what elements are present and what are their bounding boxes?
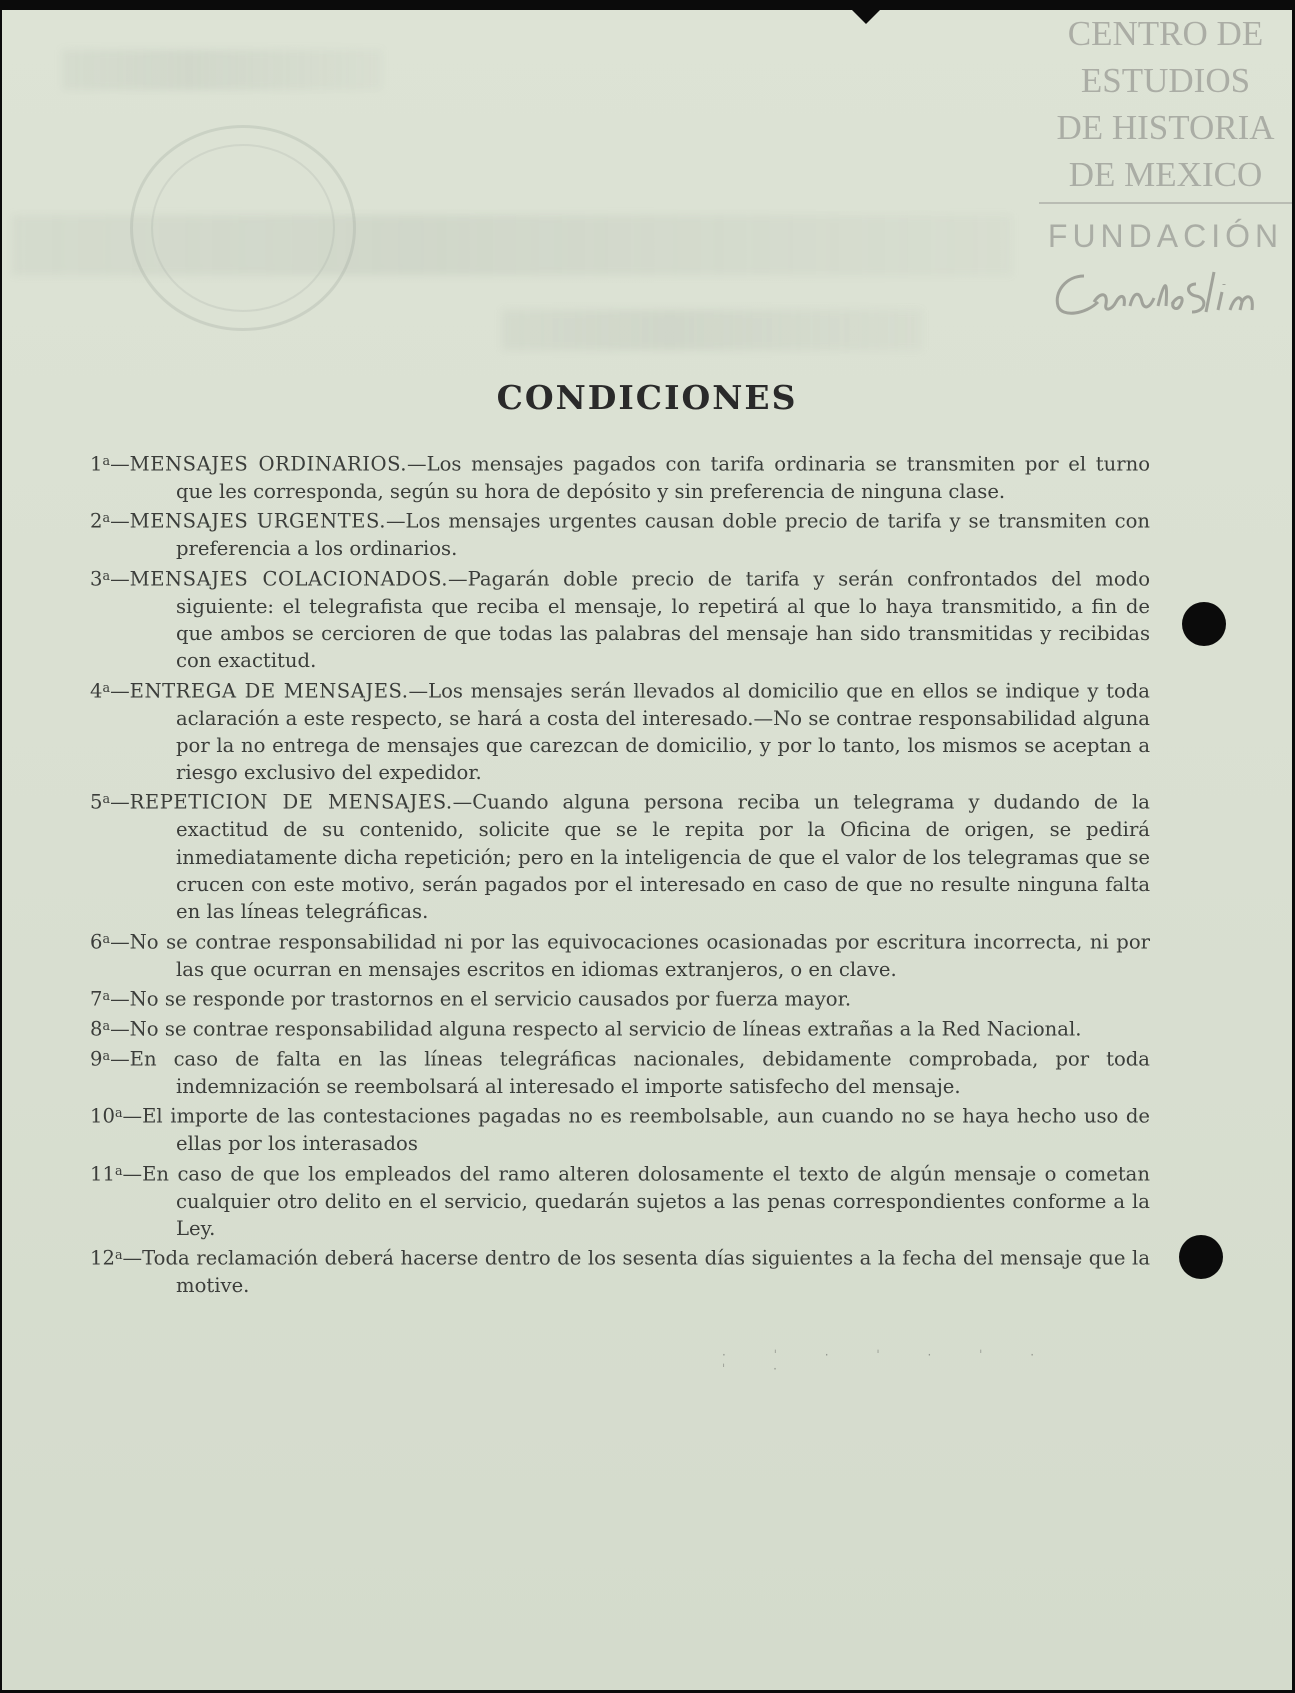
bleed-through-stamp	[62, 50, 382, 90]
ink-specks: · ˈ · ˈ · ˈ · ˈ ·	[722, 1348, 1057, 1376]
condition-item	[90, 1242, 1150, 1299]
condition-number: 12$^a$—	[90, 1246, 143, 1270]
condition-text: Los mensajes urgentes causan doble precio de tarifa y se transmiten con preferencia a los ordinarios.	[176, 510, 1150, 561]
condition-item	[90, 926, 1150, 983]
condition-number: 2$^a$—	[90, 510, 130, 534]
condition-item	[90, 1158, 1150, 1243]
condition-number: 1$^a$—	[90, 452, 130, 476]
condition-text: No se contrae responsabilidad alguna respecto al servicio de líneas extrañas a la Red Nacional.	[129, 1017, 1082, 1041]
condition-item: 3$^a$—MENSAJES COLACIONADOS.—Pagarán doble precio de tarifa y serán confrontados del modo siguiente: el telegrafista que reciba el mensaje, lo repetirá al que lo haya transmitido, a fin de que ambos se cercioren de que todas las palabras del mensaje han sido transmitidas y recibidas con exactitud.	[90, 563, 1150, 675]
condition-text: No se contrae responsabilidad ni por las equivocaciones ocasionadas por escritura incorrecta, ni por las que ocurran en mensajes escritos en idiomas extranjeros, o en clave.	[129, 930, 1150, 981]
condition-number: 8$^a$—	[90, 1017, 130, 1041]
archive-watermark	[1039, 10, 1292, 325]
punch-hole	[1182, 602, 1226, 646]
paper-notch	[852, 10, 880, 24]
condition-number: 4$^a$—	[90, 679, 130, 703]
watermark-fundacion: FUNDACIÓN	[1047, 218, 1284, 254]
signature-icon	[1046, 262, 1286, 322]
condition-heading: MENSAJES COLACIONADOS.	[129, 567, 449, 591]
condition-text: Pagarán doble precio de tarifa y serán confrontados del modo siguiente: el telegrafista que reciba el mensaje, lo repetirá al que lo haya transmitido, a fin de que ambos se cercioren de que todas las palabras del mensaje han sido transmitidas y recibidas con exactitud.	[176, 567, 1150, 673]
condition-number: 5$^a$—	[90, 791, 130, 815]
condition-item	[90, 1043, 1150, 1100]
condition-number: 6$^a$—	[90, 930, 130, 954]
condition-text: No se responde por trastornos en el servicio causados por fuerza mayor.	[129, 987, 852, 1011]
condition-text: En caso de que los empleados del ramo alteren dolosamente el texto de algún mensaje o cometan cualquier otro delito en el servicio, quedarán sujetos a las penas correspondientes conforme a la Ley.	[142, 1162, 1150, 1240]
condition-number: 9$^a$—	[90, 1047, 130, 1071]
condition-number: 11$^a$—	[90, 1162, 143, 1186]
condition-heading: ENTREGA DE MENSAJES.	[129, 679, 409, 703]
condition-item	[90, 1013, 1150, 1043]
watermark-line: CENTRO DE	[1067, 14, 1264, 53]
bleed-through-heading	[12, 215, 1012, 275]
watermark-line: DE HISTORIA	[1056, 108, 1275, 147]
condition-text: En caso de falta en las líneas telegráficas nacionales, debidamente comprobada, por toda indemnización se reembolsará al interesado el importe satisfecho del mensaje.	[129, 1047, 1150, 1098]
condition-text: Toda reclamación deberá hacerse dentro de los sesenta días siguientes a la fecha del mensaje que la motive.	[142, 1246, 1150, 1298]
condition-item: 5$^a$—REPETICION DE MENSAJES.—Cuando alguna persona reciba un telegrama y dudando de la exactitud de su contenido, solicite que se le repita por la Oficina de origen, se pedirá inmediatamente dicha repetición; pero en la inteligencia de que el valor de los telegramas que se crucen con este motivo, serán pagados por el interesado en caso de que no resulte ninguna falta en las líneas telegráficas.	[90, 786, 1150, 925]
punch-hole	[1179, 1235, 1223, 1279]
bleed-through-subheading	[502, 310, 922, 350]
conditions-list	[90, 448, 1150, 1300]
condition-number: 10$^a$—	[90, 1105, 143, 1129]
document-page	[2, 10, 1292, 1690]
condition-text: Los mensajes pagados con tarifa ordinaria se transmiten por el turno que les corresponda, según su hora de depósito y sin preferencia de ninguna clase.	[176, 452, 1150, 504]
condition-number: 3$^a$—	[90, 567, 130, 591]
watermark-divider	[1039, 202, 1292, 204]
condition-heading: MENSAJES ORDINARIOS.	[129, 452, 408, 476]
condition-item: 4$^a$—ENTREGA DE MENSAJES.—Los mensajes serán llevados al domicilio que en ellos se indique y toda aclaración a este respecto, se hará a costa del interesado.—No se contrae responsabilidad alguna por la no entrega de mensajes que carezcan de domicilio, y por lo tanto, los mismos se aceptan a riesgo exclusivo del expedidor.	[90, 675, 1150, 787]
watermark-line: ESTUDIOS	[1080, 61, 1251, 100]
watermark-line: DE MEXICO	[1068, 155, 1263, 194]
page-title: CONDICIONES	[496, 378, 798, 417]
condition-item: 1$^a$—MENSAJES ORDINARIOS.—Los mensajes pagados con tarifa ordinaria se transmiten por el turno que les corresponda, según su hora de depósito y sin preferencia de ninguna clase.	[90, 448, 1150, 505]
condition-heading: REPETICION DE MENSAJES.	[129, 791, 453, 815]
condition-text: El importe de las contestaciones pagadas no es reembolsable, aun cuando no se haya hecho uso de ellas por los interasados	[142, 1105, 1150, 1156]
condition-text: Cuando alguna persona reciba un telegrama y dudando de la exactitud de su contenido, solicite que se le repita por la Oficina de origen, se pedirá inmediatamente dicha repetición; pero en la inteligencia de que el valor de los telegramas que se crucen con este motivo, serán pagados por el interesado en caso de que no resulte ninguna falta en las líneas telegráficas.	[176, 791, 1150, 924]
condition-heading: MENSAJES URGENTES.	[129, 510, 386, 534]
condition-item	[90, 1100, 1150, 1157]
condition-text: Los mensajes serán llevados al domicilio que en ellos se indique y toda aclaración a este respecto, se hará a costa del interesado.—No se contrae responsabilidad alguna por la no entrega de mensajes que carezcan de domicilio, y por lo tanto, los mismos se aceptan a riesgo exclusivo del expedidor.	[176, 679, 1150, 785]
condition-item	[90, 983, 1150, 1013]
condition-item: 2$^a$—MENSAJES URGENTES.—Los mensajes urgentes causan doble precio de tarifa y se transmiten con preferencia a los ordinarios.	[90, 505, 1150, 562]
condition-number: 7$^a$—	[90, 987, 130, 1011]
